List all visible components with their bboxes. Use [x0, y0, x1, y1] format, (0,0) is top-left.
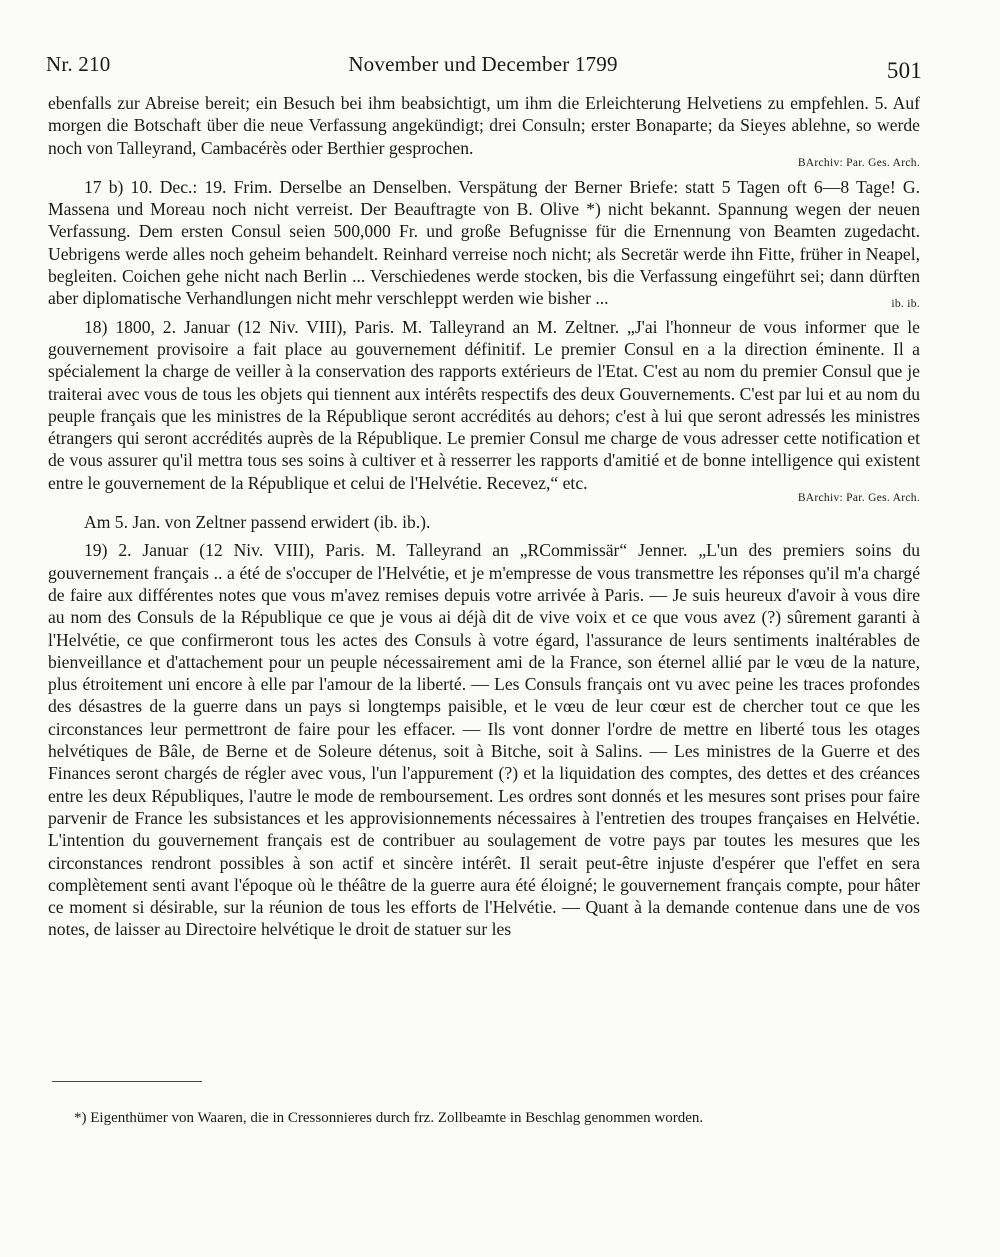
paragraph-continuation: ebenfalls zur Abreise bereit; ein Besuch bei ihm beabsichtigt, um ihm die Erleichterung Helvetiens zu empfehlen. 5. Auf morgen die Botschaft über die neue Verfassung angekündigt; drei Consuln; erster Bonaparte; da Sieyes ablehne, so werde noch von Talleyrand, Cambacérès oder Berthier gesprochen. — [48, 93, 920, 158]
paragraph-entry-17b-text: 17 b) 10. Dec.: 19. Frim. Derselbe an Denselben. Verspätung der Berner Briefe: statt 5 Tagen oft 6—8 Tage! G. Massena und Moreau noch nicht verreist. Der Beauftragte von B. Olive *) nicht bekannt. Spannung wegen der neuen Verfassung. Dem ersten Consul seien 500,000 Fr. und große Befugnisse für die Ernennung von Beamten zugedacht. Uebrigens werde alles noch geheim behandelt. Reinhard verreise noch nicht; als Secretär werde ihn Fitte, früher in Neapel, begleiten. Coichen gehe nicht nach Berlin ... Verschiedenes werde stocken, bis die Verfassung eingeführt sei; dann dürften aber diplomatische Verhandlungen nicht mehr verschleppt werden wie bisher ... — [48, 176, 920, 309]
paragraph-entry-19: 19) 2. Januar (12 Niv. VIII), Paris. M. Talleyrand an „RCommissär“ Jenner. „L'un des premiers soins du gouvernement français .. a été de s'occuper de l'Helvétie, et je m'empresse de vous transmettre les réponses qu'il m'a chargé de faire aux différentes notes que vous m'avez remises depuis votre arrivée à Paris. — Je suis heureux d'avoir à vous dire au nom des Consuls de la République ce que je vous ai déjà dit de vive voix et ce que vous avez (?) sûrement garanti à l'Helvétie, ce que confirmeront tous les actes des Consuls à votre égard, l'assurance de leurs sentiments inaltérables de bienveillance et d'attachement pour un peuple nécessairement ami de la France, son éternel allié par le vœu de la nature, plus étroitement uni encore à elle par l'amour de la liberté. — Les Consuls français ont vu avec peine les traces profondes des désastres de la guerre dans un pays si longtemps paisible, et le vœu de leur cœur est de chercher tout ce que les circonstances leur permettront de faire pour les effacer. — Ils vont donner l'ordre de mettre en liberté tous les otages helvétiques de Bâle, de Berne et de Soleure détenus, soit à Bitche, soit à Salins. — Les ministres de la Guerre et des Finances seront chargés de régler avec vous, l'un l'appurement (?) et la liquidation des comptes, des dettes et des créances entre les deux Républiques, l'autre le mode de remboursement. Les ordres sont donnés et les mesures sont prises pour faire parvenir de France les subsistances et les approvisionnements nécessaires à l'entretien des troupes françaises en Helvétie. L'intention du gouvernement français est de contribuer au soulagement de votre pays par toutes les mesures que les circonstances rendront possibles à son actif et sincère intérêt. Il serait peut-être injuste d'espérer que l'effet en sera complètement senti avant l'époque où le théâtre de la guerre aura été éloigné; le gouvernement français compte, pour hâter ce moment si désirable, sur la réunion de tous les efforts de l'Helvétie. — Quant à la demande contenue dans une de vos notes, de laisser au Directoire helvétique le droit de statuer sur les — [48, 540, 920, 940]
page-number: 501 — [886, 58, 922, 83]
footnote-divider — [52, 1081, 202, 1082]
running-title: November und December 1799 — [348, 52, 618, 76]
source-reference: BArchiv: Par. Ges. Arch. — [797, 492, 920, 505]
source-reference: BArchiv: Par. Ges. Arch. — [797, 156, 920, 169]
document-number: Nr. 210 — [46, 52, 111, 76]
footnote: *) Eigenthümer von Waaren, die in Cressonnieres durch frz. Zollbeamte in Beschlag genommen worden. — [74, 1110, 704, 1126]
page-header — [44, 52, 922, 86]
page-body — [48, 92, 920, 941]
paragraph-reply-note: Am 5. Jan. von Zeltner passend erwidert (ib. ib.). — [84, 512, 431, 533]
paragraph-entry-17b — [48, 176, 920, 310]
source-reference: ib. ib. — [891, 298, 920, 311]
paragraph-entry-18: 18) 1800, 2. Januar (12 Niv. VIII), Paris. M. Talleyrand an M. Zeltner. „J'ai l'honneur de vous informer que le gouvernement provisoire a fait place au gouvernement définitif. Le premier Consul en a la direction éminente. Il a spécialement la charge de veiller à la conservation des rapports extérieurs de l'Etat. C'est au nom du premier Consul que je traiterai avec vous de tous les objets qui tiennent aux intérêts respectifs des deux Gouvernements. C'est par lui et au nom du peuple français que les ministres de la République seront accrédités au dehors; c'est à lui que seront adressés les ministres étrangers qui seront accrédités auprès de la République. Le premier Consul me charge de vous adresser cette notification et de vous assurer qu'il mettra tous ses soins à cultiver et à resserrer les rapports d'amitié et de bonne intelligence qui existent entre le gouvernement de la République et celui de l'Helvétie. Recevez,“ etc. — [48, 316, 920, 493]
